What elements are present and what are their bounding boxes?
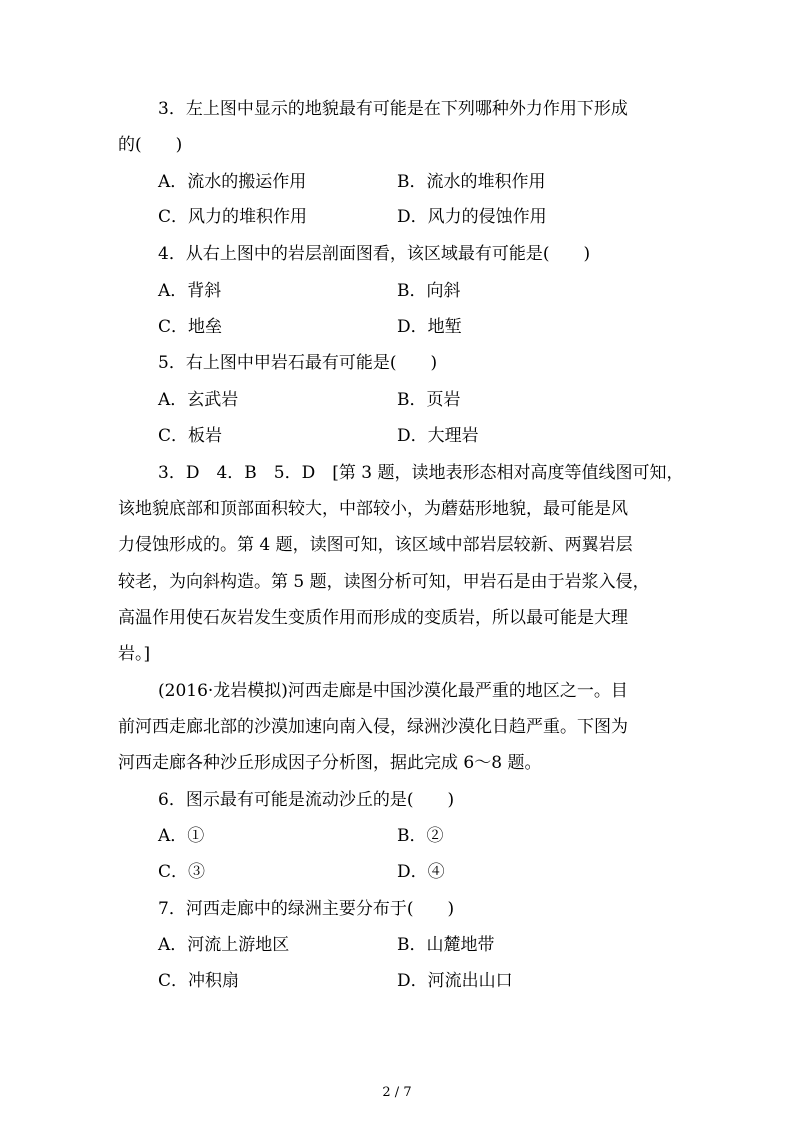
- q7-option-a: A．河流上游地区: [158, 935, 290, 955]
- q3-stem-line2: 的( ): [118, 135, 183, 155]
- q3-option-d: D．风力的侵蚀作用: [397, 207, 547, 227]
- q6-option-d: D．④: [397, 862, 445, 882]
- q5-option-b: B．页岩: [397, 390, 461, 410]
- q3-option-c: C．风力的堆积作用: [158, 207, 308, 227]
- q6-option-a: A．①: [158, 826, 205, 846]
- q3-option-a: A．流水的搬运作用: [158, 172, 307, 192]
- q5-option-d: D．大理岩: [397, 426, 479, 446]
- q7-stem: 7．河西走廊中的绿洲主要分布于( ): [158, 899, 455, 919]
- q3-stem-line1: 3．左上图中显示的地貌最有可能是在下列哪种外力作用下形成: [158, 99, 628, 119]
- passage-line-3: 河西走廊各种沙丘形成因子分析图，据此完成 6～8 题。: [118, 753, 542, 773]
- answer-line-4: 较老，为向斜构造。第 5 题，读图分析可知，甲岩石是由于岩浆入侵，: [118, 572, 650, 592]
- q6-stem: 6．图示最有可能是流动沙丘的是( ): [158, 790, 455, 810]
- q4-stem: 4．从右上图中的岩层剖面图看，该区域最有可能是( ): [158, 244, 591, 264]
- passage-line-1: (2016·龙岩模拟)河西走廊是中国沙漠化最严重的地区之一。目: [158, 681, 628, 701]
- passage-line-2: 前河西走廊北部的沙漠加速向南入侵，绿洲沙漠化日趋严重。下图为: [118, 717, 628, 737]
- answer-line-5: 高温作用使石灰岩发生变质作用而形成的变质岩，所以最可能是大理: [118, 608, 628, 628]
- q4-option-b: B．向斜: [397, 281, 461, 301]
- q7-option-c: C．冲积扇: [158, 971, 240, 991]
- q5-option-c: C．板岩: [158, 426, 223, 446]
- answer-line-6: 岩。]: [118, 644, 151, 664]
- q7-option-b: B．山麓地带: [397, 935, 495, 955]
- q5-option-a: A．玄武岩: [158, 390, 239, 410]
- q3-option-b: B．流水的堆积作用: [397, 172, 546, 192]
- q6-option-b: B．②: [397, 826, 444, 846]
- q7-option-d: D．河流出山口: [397, 971, 513, 991]
- answer-line-1: 3．D 4．B 5．D [第 3 题，读地表形态相对高度等值线图可知，: [158, 463, 684, 483]
- q6-option-c: C．③: [158, 862, 206, 882]
- q4-option-d: D．地堑: [397, 317, 462, 337]
- answer-line-3: 力侵蚀形成的。第 4 题，读图可知，该区域中部岩层较新、两翼岩层: [118, 535, 633, 555]
- q5-stem: 5．右上图中甲岩石最有可能是( ): [158, 353, 438, 373]
- q4-option-a: A．背斜: [158, 281, 222, 301]
- answer-line-2: 该地貌底部和顶部面积较大，中部较小，为蘑菇形地貌，最可能是风: [118, 499, 628, 519]
- q4-option-c: C．地垒: [158, 317, 223, 337]
- page-number: 2 / 7: [382, 1085, 412, 1100]
